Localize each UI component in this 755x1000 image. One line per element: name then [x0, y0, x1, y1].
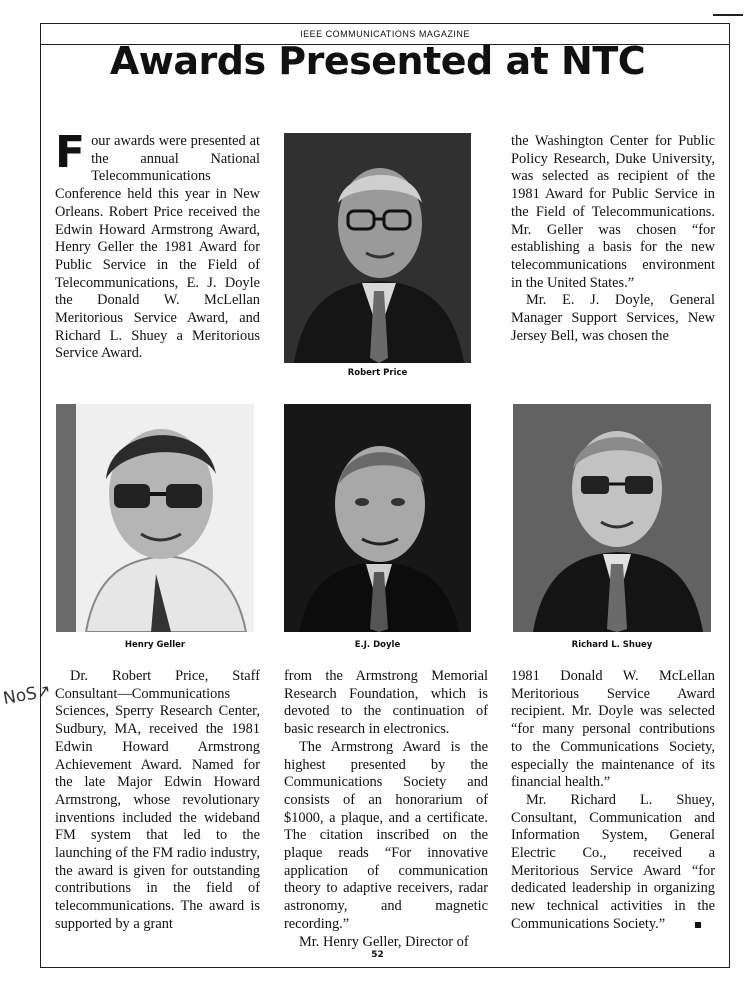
portrait-photo-icon — [513, 404, 711, 632]
henry-geller-photo — [56, 404, 254, 632]
top-right-column — [511, 133, 715, 345]
portrait-photo-icon — [56, 404, 254, 632]
armstrong-award-paragraph: The Armstrong Award is the highest presented by the Communications Society and consists of an honorarium of $1000, a plaque, and a certificate. The citation inscribed on the plaque reads “For innovative application of communication theory to adaptive receivers, radar astronomy, and magnetic recording.” — [284, 738, 488, 932]
richard-shuey-caption: Richard L. Shuey — [571, 640, 653, 650]
handwritten-margin-note: NoS↗ — [1, 680, 53, 710]
price-paragraph: Dr. Robert Price, Staff Consultant—Communications Sciences, Sperry Research Center, Sudbury, MA, received the 1981 Edwin Howard Armstrong Achievement Award. Named for the late Major Edwin Howard Armstrong, whose revolutionary inventions included the wideband FM system that led to the launching of the FM radio industry, the award is given for outstanding contributions in the field of telecommunications. The award is supported by a grant — [55, 668, 260, 932]
armstrong-foundation-paragraph: from the Armstrong Memorial Research Foundation, which is devoted to the continuation of basic research in electronics. — [284, 668, 488, 738]
robert-price-caption: Robert Price — [347, 368, 408, 378]
richard-shuey-photo — [513, 404, 711, 632]
portrait-photo-icon — [284, 133, 471, 363]
geller-paragraph: the Washington Center for Public Policy Research, Duke University, was selected as recipient of the 1981 Award for Public Service in the Field of Telecommunications. Mr. Geller was chosen “for establishing a basis for the new telecommunications environment in the United States.” — [511, 133, 715, 291]
drop-cap: F — [55, 127, 86, 178]
geller-intro-paragraph: Mr. Henry Geller, Director of — [299, 933, 469, 950]
article-headline: Awards Presented at NTC — [109, 39, 646, 83]
doyle-intro-paragraph: Mr. E. J. Doyle, General Manager Support Services, New Jersey Bell, was chosen the — [511, 292, 715, 344]
running-header: IEEE COMMUNICATIONS MAGAZINE — [41, 24, 729, 45]
doyle-paragraph: 1981 Donald W. McLellan Meritorious Service Award recipient. Mr. Doyle was selected “for many personal contributions to the Communications Society, especially the maintenance of its financial health.” — [511, 668, 715, 791]
ej-doyle-photo — [284, 404, 471, 632]
robert-price-photo — [284, 133, 471, 363]
end-of-article-mark — [695, 922, 701, 928]
bottom-left-column — [55, 668, 260, 934]
page-number: 52 — [371, 950, 384, 960]
shuey-paragraph: Mr. Richard L. Shuey, Consultant, Communication and Information System, General Electric Co., received a Meritorious Service Award “for dedicated leadership in organizing new technical activities in the Communications Society.” — [511, 791, 715, 932]
ej-doyle-caption: E.J. Doyle — [354, 640, 401, 650]
intro-text: our awards were presented at the annual National Telecommunications Conference held this year in New Orleans. Robert Price received the Edwin Howard Armstrong Award, Henry Geller the 1981 Award for Public Service in the Field of Telecommunications, E. J. Doyle the Donald W. McLellan Meritorious Service Award, and Richard L. Shuey a Meritorious Service Award. — [55, 133, 260, 362]
portrait-photo-icon — [284, 404, 471, 632]
henry-geller-caption: Henry Geller — [124, 640, 186, 650]
bottom-right-column — [511, 668, 715, 934]
corner-tab-mark — [713, 14, 743, 16]
intro-column — [55, 127, 260, 363]
bottom-middle-column — [284, 668, 488, 951]
